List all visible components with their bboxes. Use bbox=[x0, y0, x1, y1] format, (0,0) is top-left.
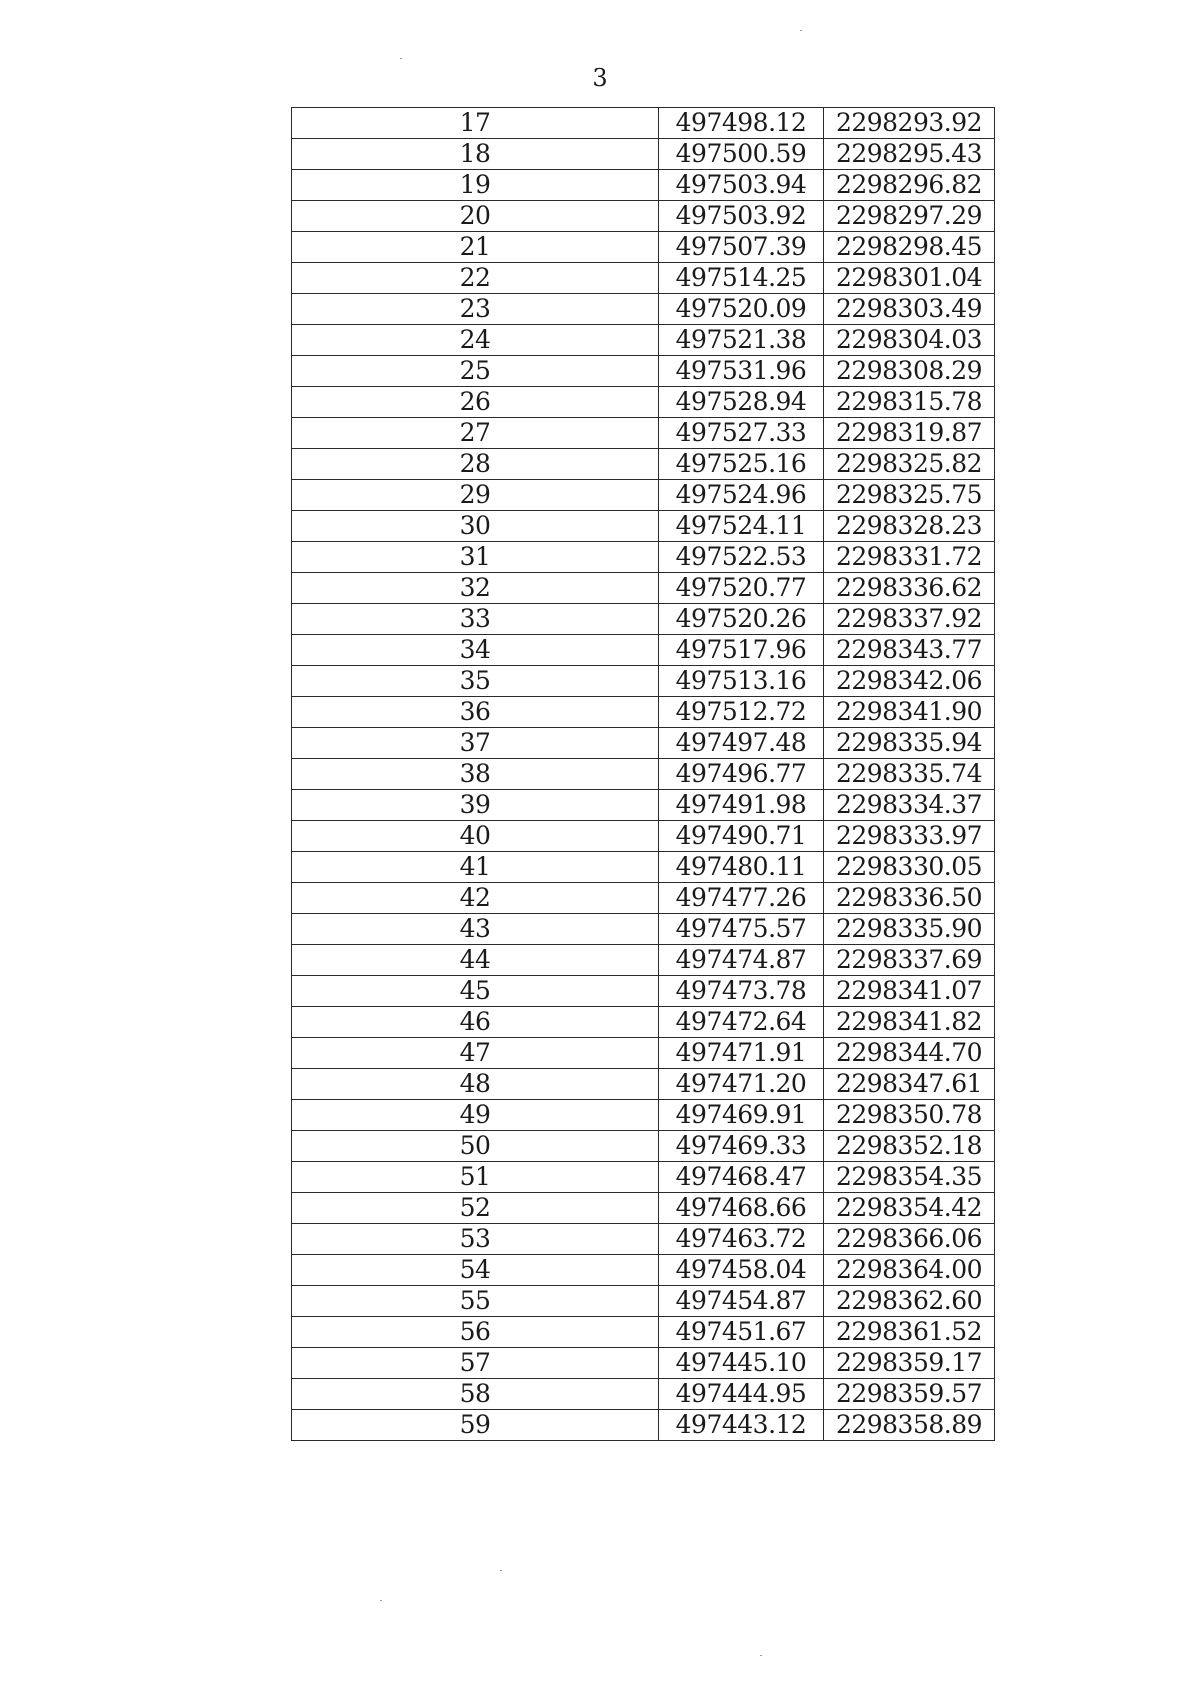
point-number-cell: 33 bbox=[292, 604, 659, 635]
point-number-cell: 50 bbox=[292, 1131, 659, 1162]
x-coordinate-cell: 497528.94 bbox=[659, 387, 824, 418]
point-number-cell: 48 bbox=[292, 1069, 659, 1100]
table-row bbox=[292, 945, 995, 976]
table-row bbox=[292, 883, 995, 914]
x-coordinate-cell: 497520.26 bbox=[659, 604, 824, 635]
y-coordinate-cell: 2298344.70 bbox=[824, 1038, 995, 1069]
point-number-cell: 38 bbox=[292, 759, 659, 790]
point-number-cell: 19 bbox=[292, 170, 659, 201]
y-coordinate-cell: 2298308.29 bbox=[824, 356, 995, 387]
point-number-cell: 37 bbox=[292, 728, 659, 759]
scan-speck bbox=[400, 58, 402, 59]
x-coordinate-cell: 497477.26 bbox=[659, 883, 824, 914]
table-row bbox=[292, 1100, 995, 1131]
y-coordinate-cell: 2298341.82 bbox=[824, 1007, 995, 1038]
point-number-cell: 59 bbox=[292, 1410, 659, 1441]
point-number-cell: 20 bbox=[292, 201, 659, 232]
table-row bbox=[292, 1410, 995, 1441]
point-number-cell: 44 bbox=[292, 945, 659, 976]
point-number-cell: 58 bbox=[292, 1379, 659, 1410]
x-coordinate-cell: 497444.95 bbox=[659, 1379, 824, 1410]
y-coordinate-cell: 2298366.06 bbox=[824, 1224, 995, 1255]
point-number-cell: 52 bbox=[292, 1193, 659, 1224]
y-coordinate-cell: 2298297.29 bbox=[824, 201, 995, 232]
point-number-cell: 32 bbox=[292, 573, 659, 604]
y-coordinate-cell: 2298364.00 bbox=[824, 1255, 995, 1286]
x-coordinate-cell: 497445.10 bbox=[659, 1348, 824, 1379]
x-coordinate-cell: 497520.77 bbox=[659, 573, 824, 604]
y-coordinate-cell: 2298335.94 bbox=[824, 728, 995, 759]
y-coordinate-cell: 2298342.06 bbox=[824, 666, 995, 697]
table-row bbox=[292, 232, 995, 263]
point-number-cell: 21 bbox=[292, 232, 659, 263]
table-row bbox=[292, 1317, 995, 1348]
point-number-cell: 39 bbox=[292, 790, 659, 821]
table-row bbox=[292, 1131, 995, 1162]
x-coordinate-cell: 497513.16 bbox=[659, 666, 824, 697]
x-coordinate-cell: 497531.96 bbox=[659, 356, 824, 387]
y-coordinate-cell: 2298335.74 bbox=[824, 759, 995, 790]
table-row bbox=[292, 1286, 995, 1317]
y-coordinate-cell: 2298343.77 bbox=[824, 635, 995, 666]
table-row bbox=[292, 480, 995, 511]
point-number-cell: 56 bbox=[292, 1317, 659, 1348]
point-number-cell: 30 bbox=[292, 511, 659, 542]
y-coordinate-cell: 2298330.05 bbox=[824, 852, 995, 883]
point-number-cell: 28 bbox=[292, 449, 659, 480]
y-coordinate-cell: 2298304.03 bbox=[824, 325, 995, 356]
y-coordinate-cell: 2298296.82 bbox=[824, 170, 995, 201]
x-coordinate-cell: 497491.98 bbox=[659, 790, 824, 821]
x-coordinate-cell: 497472.64 bbox=[659, 1007, 824, 1038]
table-row bbox=[292, 697, 995, 728]
point-number-cell: 34 bbox=[292, 635, 659, 666]
table-row bbox=[292, 1379, 995, 1410]
table-row bbox=[292, 635, 995, 666]
table-row bbox=[292, 325, 995, 356]
table-row bbox=[292, 852, 995, 883]
point-number-cell: 18 bbox=[292, 139, 659, 170]
y-coordinate-cell: 2298315.78 bbox=[824, 387, 995, 418]
x-coordinate-cell: 497527.33 bbox=[659, 418, 824, 449]
table-row bbox=[292, 449, 995, 480]
point-number-cell: 40 bbox=[292, 821, 659, 852]
y-coordinate-cell: 2298341.90 bbox=[824, 697, 995, 728]
y-coordinate-cell: 2298337.92 bbox=[824, 604, 995, 635]
y-coordinate-cell: 2298352.18 bbox=[824, 1131, 995, 1162]
x-coordinate-cell: 497463.72 bbox=[659, 1224, 824, 1255]
point-number-cell: 41 bbox=[292, 852, 659, 883]
point-number-cell: 54 bbox=[292, 1255, 659, 1286]
x-coordinate-cell: 497490.71 bbox=[659, 821, 824, 852]
y-coordinate-cell: 2298293.92 bbox=[824, 108, 995, 139]
x-coordinate-cell: 497469.91 bbox=[659, 1100, 824, 1131]
y-coordinate-cell: 2298361.52 bbox=[824, 1317, 995, 1348]
table-row bbox=[292, 356, 995, 387]
x-coordinate-cell: 497454.87 bbox=[659, 1286, 824, 1317]
x-coordinate-cell: 497443.12 bbox=[659, 1410, 824, 1441]
scan-speck bbox=[800, 30, 802, 31]
table-row bbox=[292, 821, 995, 852]
y-coordinate-cell: 2298328.23 bbox=[824, 511, 995, 542]
y-coordinate-cell: 2298362.60 bbox=[824, 1286, 995, 1317]
y-coordinate-cell: 2298334.37 bbox=[824, 790, 995, 821]
x-coordinate-cell: 497498.12 bbox=[659, 108, 824, 139]
table-row bbox=[292, 418, 995, 449]
x-coordinate-cell: 497524.11 bbox=[659, 511, 824, 542]
scan-speck bbox=[760, 1655, 762, 1656]
point-number-cell: 53 bbox=[292, 1224, 659, 1255]
x-coordinate-cell: 497512.72 bbox=[659, 697, 824, 728]
table-row bbox=[292, 1162, 995, 1193]
x-coordinate-cell: 497503.94 bbox=[659, 170, 824, 201]
y-coordinate-cell: 2298354.35 bbox=[824, 1162, 995, 1193]
x-coordinate-cell: 497521.38 bbox=[659, 325, 824, 356]
table-row bbox=[292, 1069, 995, 1100]
y-coordinate-cell: 2298354.42 bbox=[824, 1193, 995, 1224]
point-number-cell: 55 bbox=[292, 1286, 659, 1317]
y-coordinate-cell: 2298303.49 bbox=[824, 294, 995, 325]
point-number-cell: 42 bbox=[292, 883, 659, 914]
y-coordinate-cell: 2298325.75 bbox=[824, 480, 995, 511]
x-coordinate-cell: 497458.04 bbox=[659, 1255, 824, 1286]
x-coordinate-cell: 497496.77 bbox=[659, 759, 824, 790]
table-row bbox=[292, 790, 995, 821]
table-row bbox=[292, 294, 995, 325]
x-coordinate-cell: 497468.66 bbox=[659, 1193, 824, 1224]
point-number-cell: 25 bbox=[292, 356, 659, 387]
y-coordinate-cell: 2298359.17 bbox=[824, 1348, 995, 1379]
table-row bbox=[292, 139, 995, 170]
coordinates-table-body bbox=[292, 108, 995, 1441]
point-number-cell: 51 bbox=[292, 1162, 659, 1193]
table-row bbox=[292, 666, 995, 697]
table-row bbox=[292, 1348, 995, 1379]
point-number-cell: 36 bbox=[292, 697, 659, 728]
y-coordinate-cell: 2298341.07 bbox=[824, 976, 995, 1007]
point-number-cell: 47 bbox=[292, 1038, 659, 1069]
table-row bbox=[292, 914, 995, 945]
x-coordinate-cell: 497522.53 bbox=[659, 542, 824, 573]
y-coordinate-cell: 2298336.50 bbox=[824, 883, 995, 914]
table-row bbox=[292, 201, 995, 232]
table-row bbox=[292, 170, 995, 201]
point-number-cell: 31 bbox=[292, 542, 659, 573]
table-row bbox=[292, 108, 995, 139]
point-number-cell: 35 bbox=[292, 666, 659, 697]
point-number-cell: 45 bbox=[292, 976, 659, 1007]
y-coordinate-cell: 2298295.43 bbox=[824, 139, 995, 170]
scan-speck bbox=[380, 1600, 382, 1601]
table-row bbox=[292, 573, 995, 604]
x-coordinate-cell: 497471.20 bbox=[659, 1069, 824, 1100]
x-coordinate-cell: 497514.25 bbox=[659, 263, 824, 294]
y-coordinate-cell: 2298350.78 bbox=[824, 1100, 995, 1131]
table-row bbox=[292, 1255, 995, 1286]
table-row bbox=[292, 1193, 995, 1224]
table-row bbox=[292, 976, 995, 1007]
table-row bbox=[292, 1038, 995, 1069]
table-row bbox=[292, 759, 995, 790]
table-row bbox=[292, 728, 995, 759]
page-number: 3 bbox=[592, 64, 608, 92]
table-row bbox=[292, 387, 995, 418]
x-coordinate-cell: 497525.16 bbox=[659, 449, 824, 480]
point-number-cell: 46 bbox=[292, 1007, 659, 1038]
y-coordinate-cell: 2298358.89 bbox=[824, 1410, 995, 1441]
y-coordinate-cell: 2298359.57 bbox=[824, 1379, 995, 1410]
y-coordinate-cell: 2298298.45 bbox=[824, 232, 995, 263]
point-number-cell: 24 bbox=[292, 325, 659, 356]
y-coordinate-cell: 2298336.62 bbox=[824, 573, 995, 604]
x-coordinate-cell: 497451.67 bbox=[659, 1317, 824, 1348]
table-row bbox=[292, 511, 995, 542]
x-coordinate-cell: 497475.57 bbox=[659, 914, 824, 945]
x-coordinate-cell: 497507.39 bbox=[659, 232, 824, 263]
point-number-cell: 43 bbox=[292, 914, 659, 945]
table-row bbox=[292, 263, 995, 294]
point-number-cell: 23 bbox=[292, 294, 659, 325]
table-row bbox=[292, 1007, 995, 1038]
x-coordinate-cell: 497524.96 bbox=[659, 480, 824, 511]
y-coordinate-cell: 2298331.72 bbox=[824, 542, 995, 573]
y-coordinate-cell: 2298333.97 bbox=[824, 821, 995, 852]
x-coordinate-cell: 497471.91 bbox=[659, 1038, 824, 1069]
point-number-cell: 57 bbox=[292, 1348, 659, 1379]
y-coordinate-cell: 2298337.69 bbox=[824, 945, 995, 976]
y-coordinate-cell: 2298335.90 bbox=[824, 914, 995, 945]
x-coordinate-cell: 497469.33 bbox=[659, 1131, 824, 1162]
table-row bbox=[292, 1224, 995, 1255]
x-coordinate-cell: 497473.78 bbox=[659, 976, 824, 1007]
coordinates-table bbox=[291, 107, 995, 1441]
x-coordinate-cell: 497474.87 bbox=[659, 945, 824, 976]
y-coordinate-cell: 2298325.82 bbox=[824, 449, 995, 480]
x-coordinate-cell: 497500.59 bbox=[659, 139, 824, 170]
x-coordinate-cell: 497517.96 bbox=[659, 635, 824, 666]
y-coordinate-cell: 2298301.04 bbox=[824, 263, 995, 294]
y-coordinate-cell: 2298319.87 bbox=[824, 418, 995, 449]
point-number-cell: 49 bbox=[292, 1100, 659, 1131]
x-coordinate-cell: 497497.48 bbox=[659, 728, 824, 759]
x-coordinate-cell: 497520.09 bbox=[659, 294, 824, 325]
table-row bbox=[292, 542, 995, 573]
point-number-cell: 27 bbox=[292, 418, 659, 449]
x-coordinate-cell: 497468.47 bbox=[659, 1162, 824, 1193]
point-number-cell: 26 bbox=[292, 387, 659, 418]
point-number-cell: 29 bbox=[292, 480, 659, 511]
scan-speck bbox=[500, 1570, 502, 1571]
table-row bbox=[292, 604, 995, 635]
point-number-cell: 22 bbox=[292, 263, 659, 294]
x-coordinate-cell: 497503.92 bbox=[659, 201, 824, 232]
point-number-cell: 17 bbox=[292, 108, 659, 139]
y-coordinate-cell: 2298347.61 bbox=[824, 1069, 995, 1100]
x-coordinate-cell: 497480.11 bbox=[659, 852, 824, 883]
